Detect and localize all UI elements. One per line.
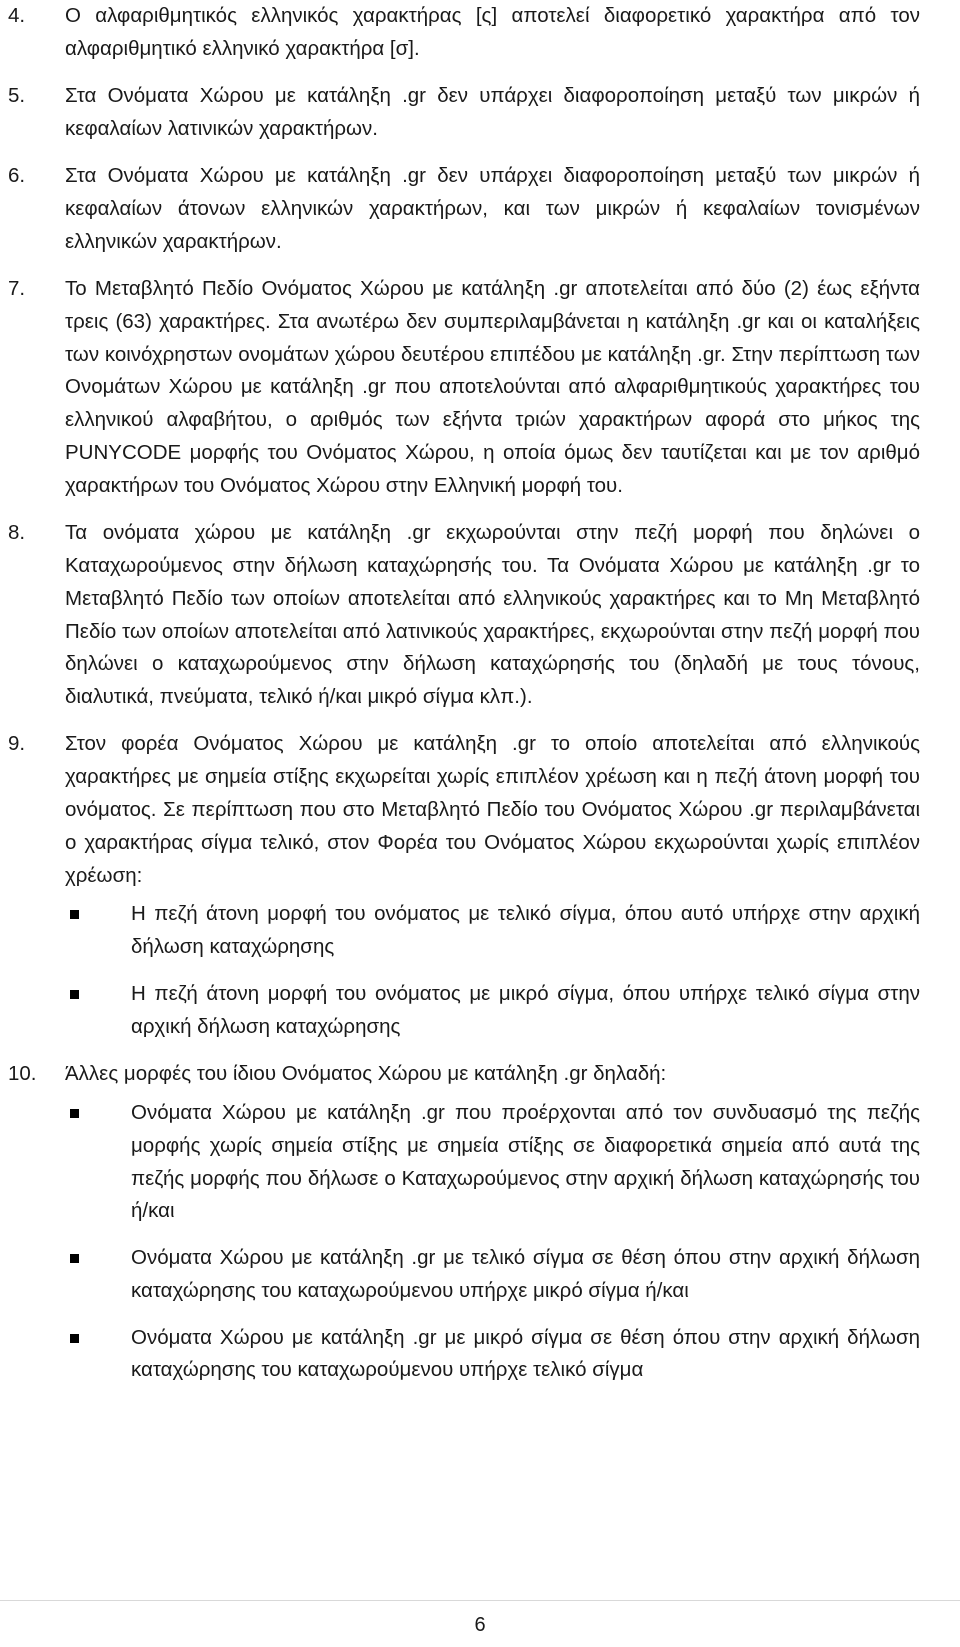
- bullet-item: [65, 978, 920, 1044]
- square-bullet-icon: [70, 990, 79, 999]
- list-item-10: [8, 1058, 920, 1387]
- item-number: 8.: [8, 521, 26, 545]
- list-item-5: [8, 80, 920, 146]
- item-number: 5.: [8, 84, 26, 108]
- list-item-8: [8, 517, 920, 714]
- square-bullet-icon: [70, 1109, 79, 1118]
- bullet-list: [65, 1097, 920, 1387]
- square-bullet-icon: [70, 1334, 79, 1343]
- numbered-list: [8, 0, 920, 1402]
- list-item-9: [8, 728, 920, 1043]
- item-number: 7.: [8, 277, 26, 301]
- bullet-item: [65, 1097, 920, 1228]
- square-bullet-icon: [70, 1254, 79, 1263]
- bullet-item: [65, 1322, 920, 1388]
- item-text: Στα Ονόματα Χώρου με κατάληξη .gr δεν υπάρχει διαφοροποίηση μεταξύ των μικρών ή κεφαλαίων λατινικών χαρακτήρων.: [65, 84, 920, 140]
- item-number: 10.: [8, 1062, 37, 1086]
- page-footer: [0, 1600, 960, 1637]
- item-number: 4.: [8, 4, 26, 27]
- list-item-7: [8, 273, 920, 503]
- item-text: Τα ονόματα χώρου με κατάληξη .gr εκχωρούνται στην πεζή μορφή που δηλώνει ο Καταχωρούμενος στην δήλωση καταχώρησής του. Τα Ονόματα Χώρου με κατάληξη .gr το Μεταβλητό Πεδίο των οποίων αποτελείται από ελληνικούς χαρακτήρες και το Μη Μεταβλητό Πεδίο των οποίων αποτελείται από λατινικούς χαρακτήρες, εκχωρούνται στην πεζή μορφή που δηλώνει ο καταχωρούμενος στην δήλωση καταχώρησής του (δηλαδή με τους τόνους, διαλυτικά, πνεύματα, τελικό ή/και μικρό σίγμα κλπ.).: [65, 521, 920, 709]
- bullet-item: [65, 898, 920, 964]
- list-item-4: [8, 0, 920, 66]
- page-number: 6: [474, 1614, 486, 1636]
- bullet-text: Η πεζή άτονη μορφή του ονόματος με μικρό σίγμα, όπου υπήρχε τελικό σίγμα στην αρχική δήλωση καταχώρησης: [131, 982, 920, 1038]
- bullet-list: [65, 898, 920, 1043]
- bullet-text: Ονόματα Χώρου με κατάληξη .gr με μικρό σίγμα σε θέση όπου στην αρχική δήλωση καταχώρησης του καταχωρούμενου υπήρχε τελικό σίγμα: [131, 1325, 920, 1382]
- item-text: Στα Ονόματα Χώρου με κατάληξη .gr δεν υπάρχει διαφοροποίηση μεταξύ των μικρών ή κεφαλαίων άτονων ελληνικών χαρακτήρων, και των μικρών ή κεφαλαίων τονισμένων ελληνικών χαρακτήρων.: [65, 164, 920, 253]
- item-text: Στον φορέα Ονόματος Χώρου με κατάληξη .gr το οποίο αποτελείται από ελληνικούς χαρακτήρες με σημεία στίξης εκχωρείται χωρίς επιπλέον χρέωση και η πεζή άτονη μορφή του ονόματος. Σε περίπτωση που στο Μεταβλητό Πεδίο του Ονόματος Χώρου .gr περιλαμβάνεται ο χαρακτήρας σίγμα τελικό, στον Φορέα του Ονόματος Χώρου εκχωρούνται χωρίς επιπλέον χρέωση:: [65, 732, 920, 887]
- item-number: 9.: [8, 732, 26, 756]
- bullet-text: Ονόματα Χώρου με κατάληξη .gr που προέρχονται από τον συνδυασμό της πεζής μορφής χωρίς σημεία στίξης με σημεία στίξης σε διαφορετικά σημεία από αυτά της πεζής μορφής που δήλωσε ο Καταχωρούμενος στην αρχική δήλωση καταχώρησής του ή/και: [131, 1100, 920, 1223]
- item-text: Το Μεταβλητό Πεδίο Ονόματος Χώρου με κατάληξη .gr αποτελείται από δύο (2) έως εξήντα τρεις (63) χαρακτήρες. Στα ανωτέρω δεν συμπεριλαμβάνεται η κατάληξη .gr και οι καταλήξεις των κοινόχρηστων ονομάτων χώρου δευτέρου επιπέδου με κατάληξη .gr. Στην περίπτωση των Ονομάτων Χώρου με κατάληξη .gr που αποτελούνται από αλφαριθμητικούς χαρακτήρες του ελληνικού αλφαβήτου, ο αριθμός των εξήντα τριών χαρακτήρων αφορά στο μήκος της PUNYCODE μορφής του Ονόματος Χώρου, η οποία όμως δεν ταυτίζεται και με τον αριθμό χαρακτήρων του Ονόματος Χώρου στην Ελληνική μορφή του.: [65, 277, 920, 497]
- item-text: Ο αλφαριθμητικός ελληνικός χαρακτήρας [ς] αποτελεί διαφορετικό χαρακτήρα από τον αλφαριθμητικό ελληνικό χαρακτήρα [σ].: [65, 4, 920, 60]
- item-text: Άλλες μορφές του ίδιου Ονόματος Χώρου με κατάληξη .gr δηλαδή:: [65, 1062, 667, 1086]
- item-number: 6.: [8, 164, 26, 188]
- square-bullet-icon: [70, 910, 79, 919]
- bullet-text: Ονόματα Χώρου με κατάληξη .gr με τελικό σίγμα σε θέση όπου στην αρχική δήλωση καταχώρησης του καταχωρούμενου υπήρχε μικρό σίγμα ή/και: [131, 1246, 920, 1302]
- bullet-text: Η πεζή άτονη μορφή του ονόματος με τελικό σίγμα, όπου αυτό υπήρχε στην αρχική δήλωση καταχώρησης: [131, 902, 920, 959]
- list-item-6: [8, 160, 920, 258]
- bullet-item: [65, 1242, 920, 1308]
